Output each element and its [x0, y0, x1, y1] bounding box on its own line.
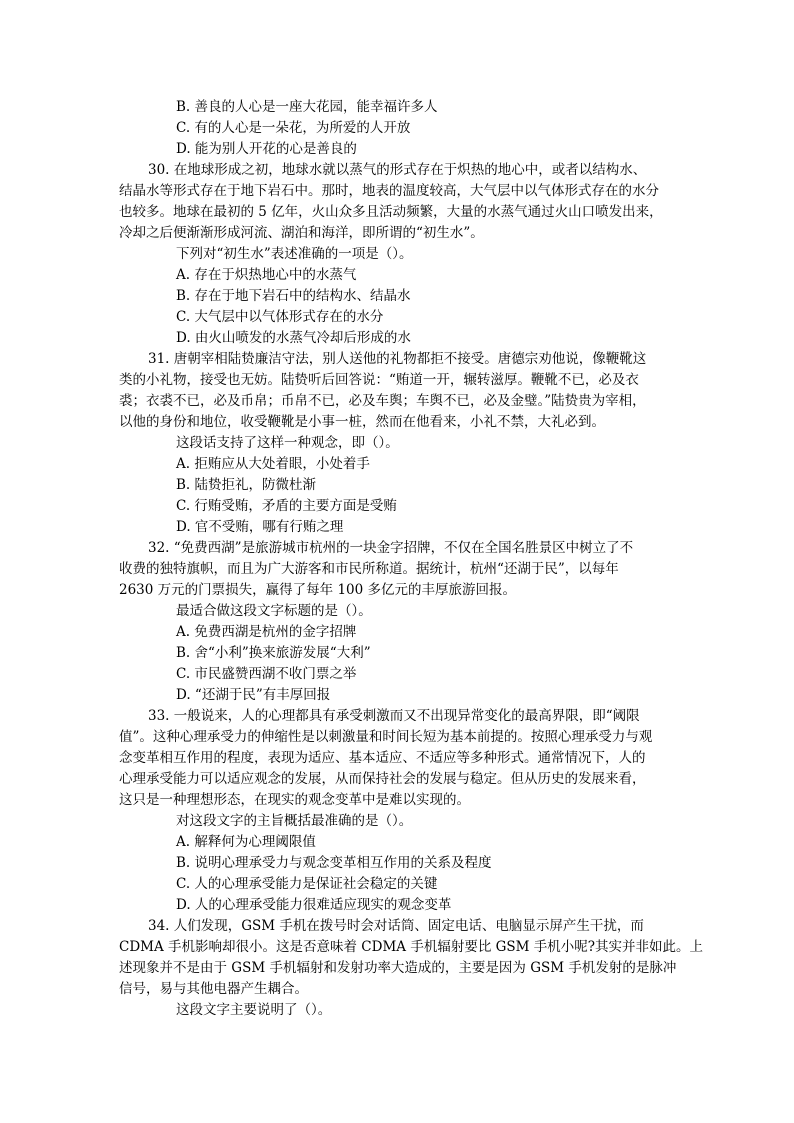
q32-option-c: C. 市民盛赞西湖不收门票之举 — [176, 666, 357, 682]
q30-passage-line-4: 冷却之后便渐渐形成河流、湖泊和海洋，即所谓的“初生水”。 — [119, 225, 484, 241]
q31-passage-line-3: 裘；衣裘不已，必及币帛；币帛不已，必及车舆；车舆不已，必及金璧。”陆贽贵为宰相， — [119, 393, 646, 409]
q31-option-c: C. 行贿受贿，矛盾的主要方面是受贿 — [176, 498, 397, 514]
q32-passage-line-3: 2630 万元的门票损失，赢得了每年 100 多亿元的丰厚旅游回报。 — [119, 582, 516, 598]
q31-passage-line-2: 类的小礼物，接受也无妨。陆贽听后回答说：“贿道一开，辗转滋厚。鞭靴不已，必及衣 — [119, 372, 639, 388]
q34-passage-line-4: 信号，易与其他电器产生耦合。 — [119, 981, 308, 997]
q31-option-b: B. 陆贽拒礼，防微杜渐 — [176, 477, 317, 493]
q30-option-a: A. 存在于炽热地心中的水蒸气 — [176, 267, 357, 283]
q30-passage-line-1: 30. 在地球形成之初，地球水就以蒸气的形式存在于炽热的地心中，或者以结构水、 — [148, 162, 647, 178]
q29-option-c: C. 有的人心是一朵花，为所爱的人开放 — [176, 120, 411, 136]
q31-passage-line-4: 以他的身份和地位，收受鞭靴是小事一桩，然而在他看来，小礼不禁，大礼必到。 — [119, 414, 605, 430]
q33-option-d: D. 人的心理承受能力很难适应现实的观念变革 — [176, 897, 452, 913]
q32-passage-line-1: 32. “免费西湖”是旅游城市杭州的一块金字招牌，不仅在全国名胜景区中树立了不 — [148, 540, 634, 556]
q33-passage-line-2: 值”。这种心理承受力的伸缩性是以刺激量和时间长短为基本前提的。按照心理承受力与观 — [119, 729, 653, 745]
q30-stem: 下列对“初生水”表述准确的一项是（）。 — [176, 246, 413, 262]
q32-passage-line-2: 收费的独特旗帜，而且为广大游客和市民所称道。据统计，杭州“还湖于民”，以每年 — [119, 561, 619, 577]
q30-passage-line-2: 结晶水等形式存在于地下岩石中。那时，地表的温度较高，大气层中以气体形式存在的水分 — [119, 183, 659, 199]
q31-stem: 这段话支持了这样一种观念，即（）。 — [176, 435, 399, 451]
q33-stem: 对这段文字的主旨概括最准确的是（）。 — [176, 813, 413, 829]
q30-option-d: D. 由火山喷发的水蒸气冷却后形成的水 — [176, 330, 411, 346]
q33-passage-line-3: 念变革相互作用的程度，表现为适应、基本适应、不适应等多种形式。通常情况下，人的 — [119, 750, 646, 766]
q34-passage-line-3: 述现象并不是由于 GSM 手机辐射和发射功率大造成的，主要是因为 GSM 手机发射的是脉冲 — [119, 960, 677, 976]
q32-stem: 最适合做这段文字标题的是（）。 — [176, 603, 372, 619]
q31-option-d: D. 官不受贿，哪有行贿之理 — [176, 519, 344, 535]
q33-passage-line-5: 这只是一种理想形态，在现实的观念变革中是难以实现的。 — [119, 792, 470, 808]
q30-passage-line-3: 也较多。地球在最初的 5 亿年，火山众多且活动频繁，大量的水蒸气通过火山口喷发出来， — [119, 204, 663, 220]
q34-passage-line-2: CDMA 手机影响却很小。这是否意味着 CDMA 手机辐射要比 GSM 手机小呢?其实并非如此。上 — [119, 939, 703, 955]
q31-option-a: A. 拒贿应从大处着眼，小处着手 — [176, 456, 370, 472]
q33-passage-line-1: 33. 一般说来，人的心理都具有承受刺激而又不出现异常变化的最高界限，即“阈限 — [148, 708, 640, 724]
q30-option-c: C. 大气层中以气体形式存在的水分 — [176, 309, 384, 325]
q33-passage-line-4: 心理承受能力可以适应观念的发展，从而保持社会的发展与稳定。但从历史的发展来看， — [119, 771, 646, 787]
q34-passage-line-1: 34. 人们发现，GSM 手机在拨号时会对话筒、固定电话、电脑显示屏产生干扰，而 — [148, 918, 644, 934]
q32-option-d: D. “还湖于民”有丰厚回报 — [176, 687, 331, 703]
q30-option-b: B. 存在于地下岩石中的结构水、结晶水 — [176, 288, 411, 304]
q29-option-d: D. 能为别人开花的心是善良的 — [176, 141, 357, 157]
q32-option-a: A. 免费西湖是杭州的金字招牌 — [176, 624, 357, 640]
q29-option-b: B. 善良的人心是一座大花园，能幸福许多人 — [176, 99, 438, 115]
q32-option-b: B. 舍“小利”换来旅游发展“大利” — [176, 645, 371, 661]
q33-option-a: A. 解释何为心理阈限值 — [176, 834, 316, 850]
q33-option-b: B. 说明心理承受力与观念变革相互作用的关系及程度 — [176, 855, 492, 871]
q33-option-c: C. 人的心理承受能力是保证社会稳定的关键 — [176, 876, 438, 892]
q34-stem: 这段文字主要说明了（）。 — [176, 1002, 332, 1018]
q31-passage-line-1: 31. 唐朝宰相陆贽廉洁守法，别人送他的礼物都拒不接受。唐德宗劝他说，像鞭靴这 — [148, 351, 647, 367]
